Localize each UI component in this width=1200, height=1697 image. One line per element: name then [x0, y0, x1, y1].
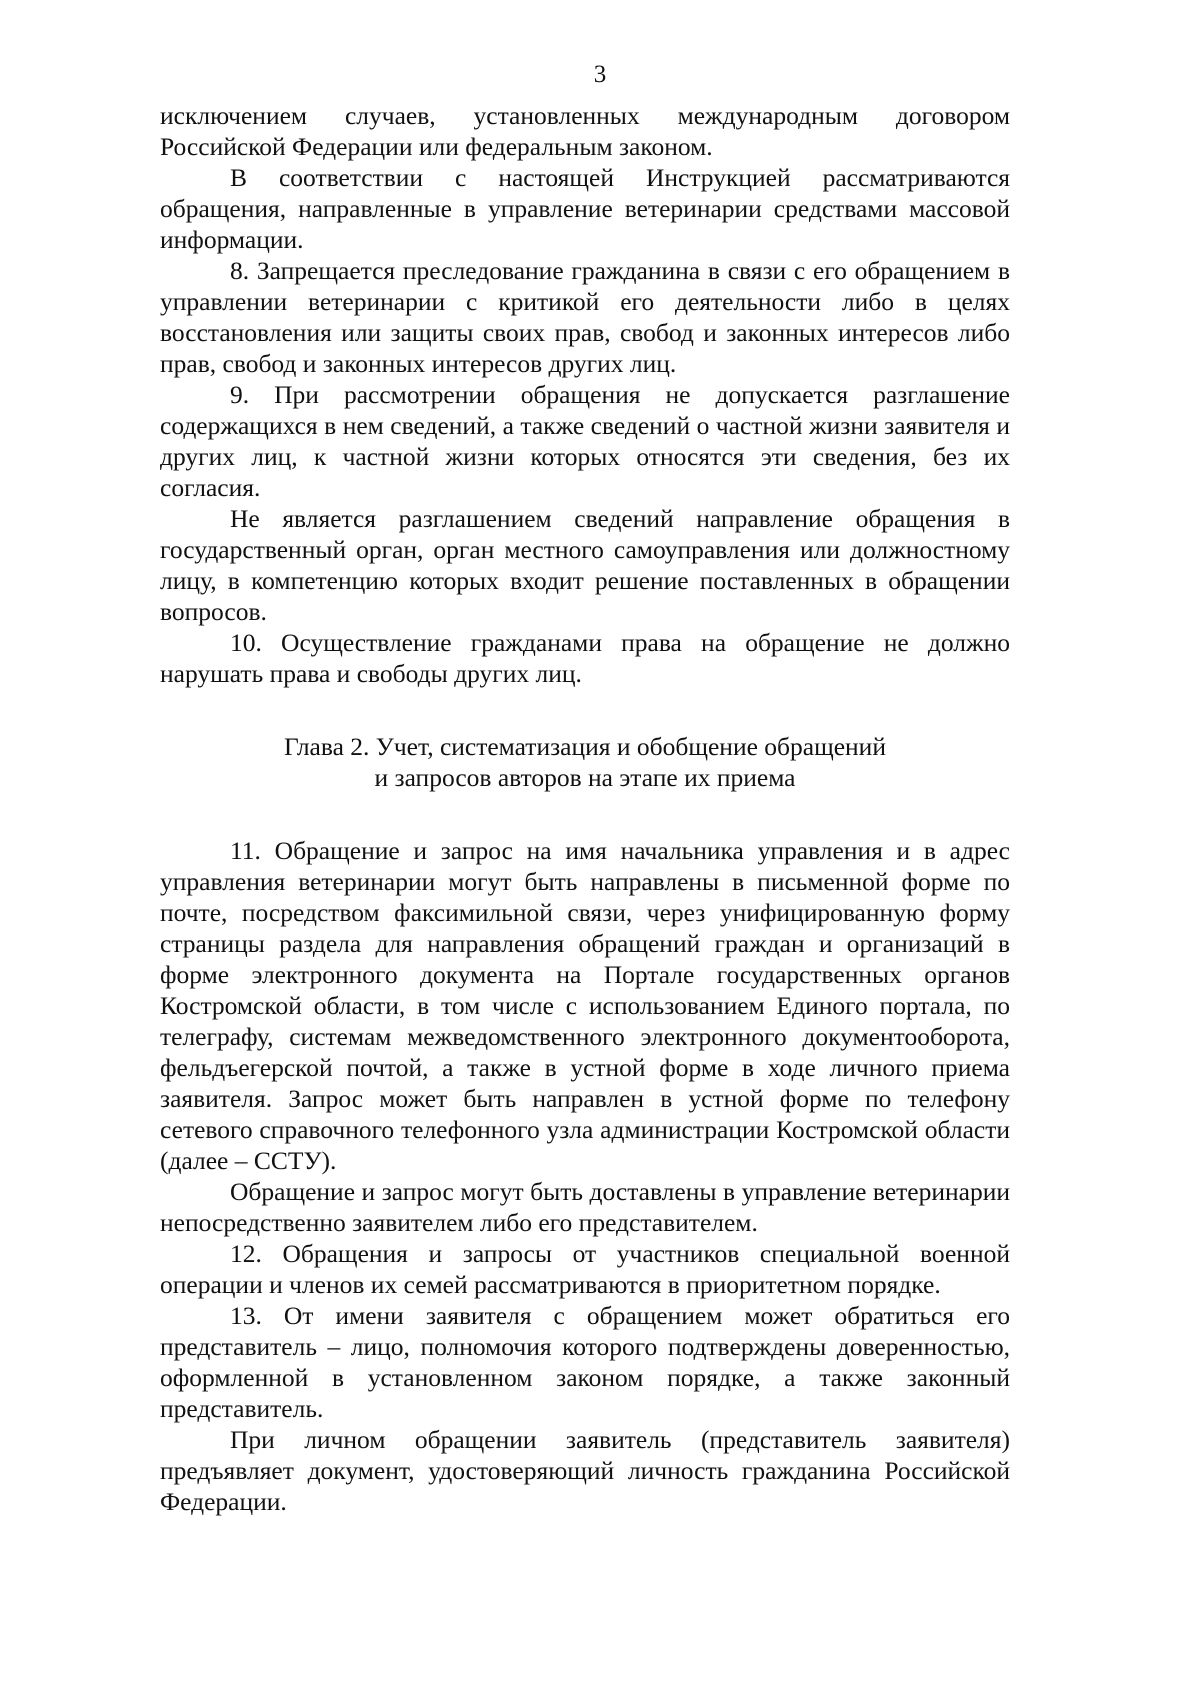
paragraph-item-12: 12. Обращения и запросы от участников специальной военной операции и членов их семей рассматриваются в приоритетном порядке. [160, 1239, 1010, 1299]
paragraph-item-9: 9. При рассмотрении обращения не допускается разглашение содержащихся в нем сведений, а также сведений о частной жизни заявителя и других лиц, к частной жизни которых относятся эти сведения, без их согласия. [160, 380, 1010, 502]
paragraph-continuation: исключением случаев, установленных международным договором Российской Федерации или федеральным законом. [160, 101, 1010, 161]
paragraph-disclosure: Не является разглашением сведений направление обращения в государственный орган, орган местного самоуправления или должностному лицу, в компетенцию которых входит решение поставленных в обращении вопросов. [160, 504, 1010, 626]
paragraph-personal-appeal: При личном обращении заявитель (представитель заявителя) предъявляет документ, удостоверяющий личность гражданина Российской Федерации. [160, 1425, 1010, 1516]
chapter-heading-line-1: Глава 2. Учет, систематизация и обобщение обращений [284, 732, 886, 761]
document-body [160, 100, 1010, 1517]
paragraph-item-13: 13. От имени заявителя с обращением может обратиться его представитель – лицо, полномочия которого подтверждены доверенностью, оформленной в установленном законом порядке, а также законный представитель. [160, 1301, 1010, 1423]
page-number: 3 [593, 61, 607, 88]
paragraph-item-11: 11. Обращение и запрос на имя начальника управления и в адрес управления ветеринарии могут быть направлены в письменной форме по почте, посредством факсимильной связи, через унифицированную форму страницы раздела для направления обращений граждан и организаций в форме электронного документа на Портале государственных органов Костромской области, в том числе с использованием Единого портала, по телеграфу, системам межведомственного электронного документооборота, фельдъегерской почтой, а также в устной форме в ходе личного приема заявителя. Запрос может быть направлен в устной форме по телефону сетевого справочного телефонного узла администрации Костромской области (далее – ССТУ). [160, 836, 1010, 1175]
chapter-heading [160, 731, 1010, 793]
paragraph-item-8: 8. Запрещается преследование гражданина в связи с его обращением в управлении ветеринарии с критикой его деятельности либо в целях восстановления или защиты своих прав, свобод и законных интересов либо прав, свобод и законных интересов других лиц. [160, 256, 1010, 378]
paragraph-item-10: 10. Осуществление гражданами права на обращение не должно нарушать права и свободы других лиц. [160, 628, 1010, 688]
paragraph-delivery: Обращение и запрос могут быть доставлены в управление ветеринарии непосредственно заявителем либо его представителем. [160, 1177, 1010, 1237]
chapter-heading-line-2: и запросов авторов на этапе их приема [374, 763, 796, 792]
paragraph-mass-media: В соответствии с настоящей Инструкцией рассматриваются обращения, направленные в управление ветеринарии средствами массовой информации. [160, 163, 1010, 254]
